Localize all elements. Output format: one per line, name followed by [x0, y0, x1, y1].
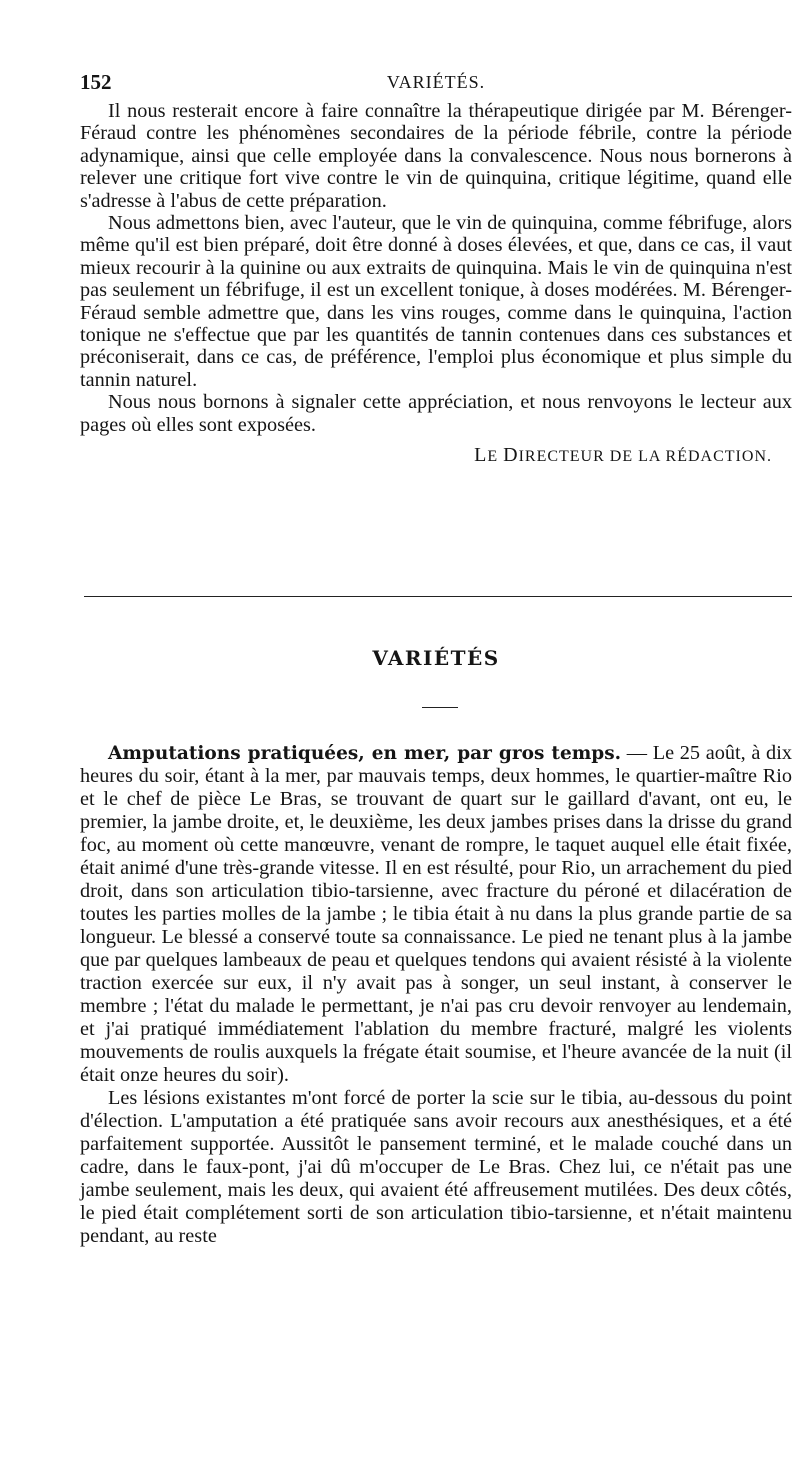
review-paragraph: Il nous resterait encore à faire connaître la thérapeutique dirigée par M. Bérenger-Féraud contre les phénomènes secondaires de la période fébrile, contre la période adynamique, ainsi que celle employée dans la convalescence. Nous nous bornerons à relever une critique fort vive contre le vin de quinquina, critique légitime, quand elle s'adresse à l'abus de cette préparation. — [80, 100, 792, 212]
page-header — [80, 70, 792, 100]
section-divider — [84, 596, 792, 597]
editor-signature: LE DIRECTEUR DE LA RÉDACTION. — [474, 444, 772, 467]
short-divider — [422, 707, 458, 708]
running-title: VARIÉTÉS. — [386, 72, 486, 92]
review-conclusion — [80, 100, 792, 469]
article-paragraph: Les lésions existantes m'ont forcé de porter la scie sur le tibia, au-dessous du point d'élection. L'amputation a été pratiquée sans avoir recours aux anesthésiques, et a été parfaitement supportée. Aussitôt le pansement terminé, et le malade couché dans un cadre, dans le faux-pont, j'ai dû m'occuper de Le Bras. Chez lui, ce n'était pas une jambe seulement, mais les deux, qui avaient été affreusement mutilées. Des deux côtés, le pied était complétement sorti de son articulation tibio-tarsienne, et n'était maintenu pendant, au reste — [80, 1087, 792, 1247]
article-body — [80, 742, 792, 1248]
article-lead-text: — Le 25 août, à dix heures du soir, étant à la mer, par mauvais temps, deux hommes, le quartier-maître Rio et le chef de pièce Le Bras, se trouvant de quart sur le gaillard d'avant, ont eu, le premier, la jambe droite, et, le deuxième, les deux jambes prises dans la drisse du grand foc, au moment où cette manœuvre, venant de rompre, le taquet auquel elle était fixée, était animé d'une très-grande vitesse. Il en est résulté, pour Rio, un arrachement du pied droit, dans son articulation tibio-tarsienne, avec fracture du péroné et dilacération de toutes les parties molles de la jambe ; le tibia était à nu dans la plus grande partie de sa longueur. Le blessé a conservé toute sa connaissance. Le pied ne tenant plus à la jambe que par quelques lambeaux de peau et quelques tendons qui avaient résisté à la violente traction exercée sur eux, il n'y avait pas à songer, un seul instant, à conserver le membre ; l'état du malade le permettant, je n'ai pas cru devoir renvoyer au lendemain, et j'ai pratiqué immédiatement l'ablation du membre fracturé, malgré les violents mouvements de roulis auxquels la frégate était soumise, et l'heure avancée de la nuit (il était onze heures du soir). — [80, 742, 792, 1086]
page-number: 152 — [80, 70, 112, 94]
section-heading: VARIÉTÉS — [372, 646, 500, 670]
review-paragraph: Nous admettons bien, avec l'auteur, que le vin de quinquina, comme fébrifuge, alors même qu'il est bien préparé, doit être donné à doses élevées, et que, dans ce cas, il vaut mieux recourir à la quinine ou aux extraits de quinquina. Mais le vin de quinquina n'est pas seulement un fébrifuge, il est un excellent tonique, à doses modérées. M. Bérenger-Féraud semble admettre que, dans les vins rouges, comme dans le quinquina, l'action tonique ne s'effectue que par les quantités de tannin contenues dans ces substances et préconiserait, dans ce cas, de préférence, l'emploi plus économique et plus simple du tannin naturel. — [80, 212, 792, 391]
article-title: Amputations pratiquées, en mer, par gros temps. — [108, 743, 622, 764]
article-paragraph — [80, 742, 792, 1087]
review-paragraph: Nous nous bornons à signaler cette appréciation, et nous renvoyons le lecteur aux pages où elles sont exposées. — [80, 391, 792, 436]
